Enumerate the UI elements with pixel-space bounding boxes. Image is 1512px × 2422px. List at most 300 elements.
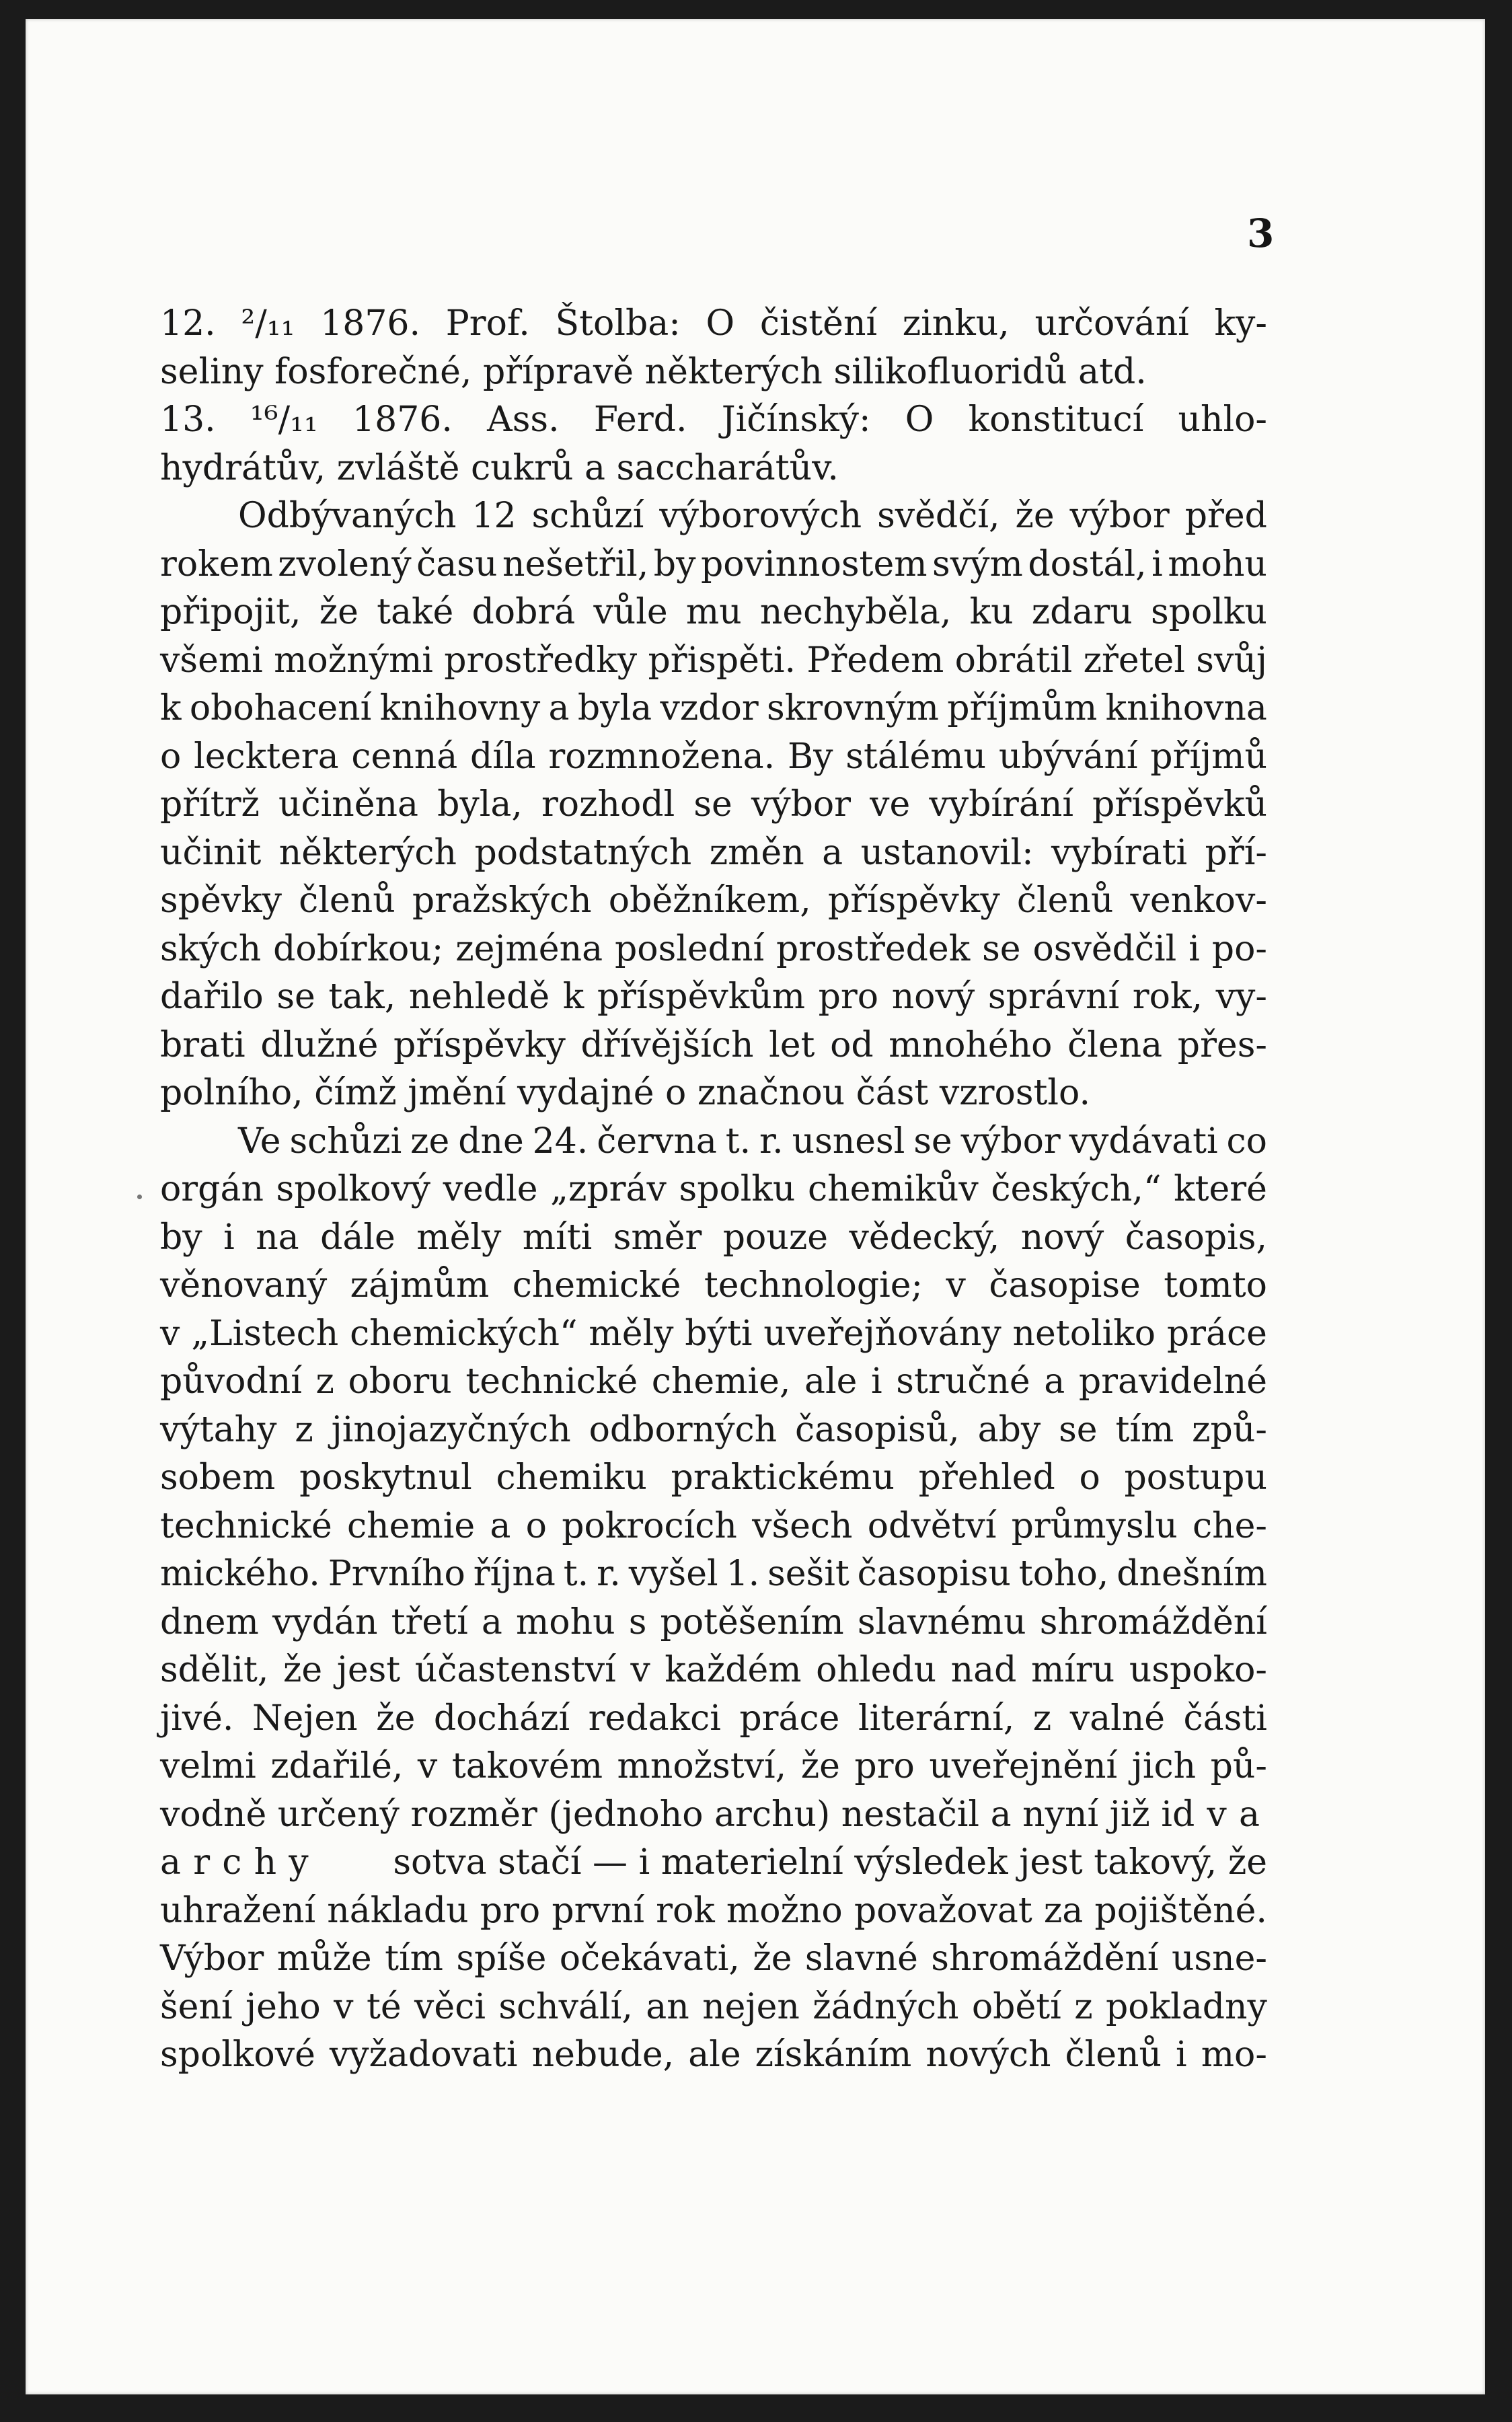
word: usne- [1171, 1938, 1267, 1979]
word: přehled [918, 1458, 1055, 1498]
word: se [1059, 1409, 1098, 1450]
word: býti [685, 1313, 753, 1354]
word: v [417, 1746, 438, 1786]
word: By [787, 736, 833, 777]
word: dlužné [260, 1024, 379, 1065]
word: nehledě [408, 977, 550, 1017]
word: knihovna [1105, 688, 1267, 728]
word: mohu [515, 1601, 615, 1642]
word: oběžníkem, [608, 880, 811, 921]
word: o [160, 736, 182, 777]
emphasis-spaced: dva [1172, 1794, 1273, 1835]
word: českých,“ [991, 1169, 1162, 1209]
paragraph-2-line [160, 1454, 1267, 1503]
word: zvolený [278, 543, 412, 584]
paragraph-2-line [160, 1118, 1267, 1166]
paragraph-2-line [160, 1262, 1267, 1310]
paragraph-1-line [160, 1022, 1267, 1070]
word: nešetřil, [502, 543, 649, 584]
word: toho, [1018, 1554, 1109, 1594]
word: obětí [971, 1986, 1061, 2027]
word: let [769, 1024, 815, 1065]
word: přítrž [160, 784, 260, 825]
word: června [597, 1121, 717, 1162]
word: ²/₁₁ [241, 303, 295, 344]
word: měly [589, 1313, 674, 1354]
word: slavnému [857, 1601, 1026, 1642]
word: změn [709, 832, 804, 873]
word: Výbor [160, 1938, 264, 1979]
word: vyžadovati [329, 2035, 518, 2075]
word: svědčí, [877, 496, 1000, 536]
paragraph-2-line [160, 1935, 1267, 1983]
word: členů [1065, 2035, 1162, 2075]
word: se [913, 1121, 952, 1162]
word: se [276, 977, 315, 1017]
word: rozhodl [541, 784, 675, 825]
word: ze [410, 1121, 450, 1162]
word: chemie [347, 1505, 476, 1546]
word: výbor [751, 784, 852, 825]
word: zdařilé, [270, 1746, 404, 1786]
word: zinku, [902, 303, 1010, 344]
word: an [646, 1986, 689, 2027]
word: vydávati [1069, 1121, 1218, 1162]
word: nový [891, 977, 975, 1017]
word: každém [665, 1650, 802, 1690]
word: stálému [845, 736, 987, 777]
word: že [282, 1650, 323, 1690]
word: vy- [1215, 977, 1267, 1017]
word: takovém [451, 1746, 603, 1786]
paragraph-2-line [160, 1406, 1267, 1455]
word: chemické [512, 1265, 681, 1305]
word: na [256, 1217, 299, 1258]
word: odborných [589, 1409, 778, 1450]
word: svým [932, 543, 1023, 584]
word: dne [458, 1121, 524, 1162]
word: aby [977, 1409, 1041, 1450]
word: výborových [659, 496, 862, 536]
paragraph-2-line [160, 1647, 1267, 1695]
paragraph-2-line [160, 1166, 1267, 1214]
word: považovat [854, 1890, 1032, 1931]
word: zdaru [1031, 592, 1133, 632]
word: spěvky [160, 880, 282, 921]
word: shromáždění [1039, 1601, 1267, 1642]
word: za [1043, 1890, 1084, 1931]
word: nejen [702, 1986, 800, 2027]
word: že [800, 1746, 840, 1786]
word: schůzi [289, 1121, 402, 1162]
word: schůzí [531, 496, 644, 536]
word: ky- [1214, 303, 1267, 344]
word: Štolba: [555, 303, 681, 344]
word: byla [577, 688, 652, 728]
word: r. [759, 1121, 784, 1162]
word: velmi [160, 1746, 256, 1786]
word: rokem [160, 543, 273, 584]
paragraph-1-line [160, 492, 1267, 541]
word: technologie; [704, 1265, 923, 1305]
word: z [315, 1361, 334, 1402]
word: příspěvky [393, 1024, 566, 1065]
word: technické [465, 1361, 638, 1402]
word: rozmnožena. [548, 736, 776, 777]
word: postupu [1124, 1458, 1267, 1498]
word: i [1151, 543, 1163, 584]
word: mického. [160, 1554, 320, 1594]
word: ale [804, 1361, 858, 1402]
minutes-line: hydrátův, zvláště cukrů a saccharátův. [160, 447, 839, 488]
word: pří- [1205, 832, 1267, 873]
paragraph-2-line [160, 1695, 1267, 1743]
word: podstatných [474, 832, 692, 873]
word: „Listech [191, 1313, 339, 1354]
paragraph-1-line [160, 733, 1267, 782]
word: spíše [456, 1938, 547, 1979]
emphasis-spaced: archy [160, 1842, 321, 1883]
word: části [1183, 1698, 1267, 1739]
word: rok [656, 1890, 715, 1931]
word: zejména [455, 928, 603, 969]
word: usnesl [792, 1121, 905, 1162]
word: nechyběla, [759, 592, 952, 632]
word: vydán [272, 1601, 378, 1642]
word: spolkové [160, 2035, 315, 2075]
word: příspěvkům [597, 977, 806, 1017]
word: nad [950, 1650, 1017, 1690]
word: od [830, 1024, 874, 1065]
word: jeho [245, 1986, 321, 2027]
word: i [871, 1361, 882, 1402]
word: že [376, 1698, 416, 1739]
word: výbor [1069, 496, 1170, 536]
word: v [334, 1986, 354, 2027]
page-speck [137, 1195, 142, 1199]
word: že [319, 592, 358, 632]
word: brati [160, 1024, 245, 1065]
paragraph-1-line [160, 925, 1267, 974]
word: spolkový [276, 1169, 431, 1209]
word: jinojazyčných [331, 1409, 571, 1450]
minutes-line [160, 396, 1267, 445]
word: dařilo [160, 977, 264, 1017]
word: svůj [1196, 640, 1267, 681]
word: a [481, 1601, 502, 1642]
word: dnem [160, 1601, 259, 1642]
word: prostředek [776, 928, 971, 969]
word: pokladny [1106, 1986, 1267, 2027]
word: v [946, 1265, 966, 1305]
word: poslední [614, 928, 765, 969]
word: pro [854, 1746, 915, 1786]
paragraph-1-line [160, 973, 1267, 1022]
word: z [295, 1409, 313, 1450]
word: dobírkou; [273, 928, 444, 969]
word: byla, [437, 784, 523, 825]
word: nebude, [531, 2035, 675, 2075]
paragraph-2-line [160, 1550, 1267, 1599]
word: vědecký, [849, 1217, 1000, 1258]
word: výtahy [160, 1409, 277, 1450]
word: 12. [160, 303, 216, 344]
word: časopisu [857, 1554, 1011, 1594]
word: mohu [1168, 543, 1267, 584]
word: O [706, 303, 735, 344]
paragraph-1-line: polního, čímž jmění vydajné o značnou část vzrostlo. [160, 1073, 1090, 1113]
word: práce [1166, 1313, 1267, 1354]
word: spolku [679, 1169, 796, 1209]
word: cenná [351, 736, 458, 777]
word: konstitucí [968, 400, 1144, 440]
word: by [653, 543, 696, 584]
word: i [1188, 928, 1200, 969]
word: poskytnul [299, 1458, 472, 1498]
word: vůle [593, 592, 668, 632]
word: všech [752, 1505, 853, 1546]
word: Jičínský: [721, 400, 871, 440]
word: časopise [989, 1265, 1141, 1305]
word: uveřejnění [929, 1746, 1118, 1786]
word: literární, [858, 1698, 1015, 1739]
word: nový [1020, 1217, 1104, 1258]
paragraph-1-line [160, 877, 1267, 925]
paragraph-2-line [160, 1743, 1267, 1791]
word: tím [1115, 1409, 1174, 1450]
word: shromáždění [931, 1938, 1159, 1979]
word: rok, [1132, 977, 1203, 1017]
word: očekávati, [559, 1938, 740, 1979]
word: správní [987, 977, 1120, 1017]
word: dále [320, 1217, 395, 1258]
word: uveřejňovány [763, 1313, 1001, 1354]
word: prostředky [444, 640, 638, 681]
word: věnovaný [160, 1265, 328, 1305]
word: původní [160, 1361, 302, 1402]
word: Prvního [328, 1554, 465, 1594]
paragraph-2-line: archy sotva stačí — i materielní výsledek jest takový, že [160, 1839, 1267, 1887]
word: redakci [588, 1698, 721, 1739]
word: o [525, 1505, 547, 1546]
word: potěšením [660, 1601, 844, 1642]
paragraph-1-line [160, 781, 1267, 829]
word: pouze [722, 1217, 829, 1258]
word: Ferd. [593, 400, 687, 440]
word: časopis, [1125, 1217, 1267, 1258]
word: povinnostem [700, 543, 928, 584]
word: v [630, 1650, 650, 1690]
word: jich [1131, 1746, 1197, 1786]
word: a [490, 1505, 511, 1546]
word: netoliko [1012, 1313, 1156, 1354]
word: pů- [1210, 1746, 1267, 1786]
word: uhlo- [1178, 400, 1267, 440]
paragraph-2-line [160, 1358, 1267, 1406]
word: vedle [443, 1169, 538, 1209]
word: pražských [412, 880, 592, 921]
word: chemikův [808, 1169, 979, 1209]
word: „zpráv [550, 1169, 667, 1209]
paragraph-1-line [160, 637, 1267, 685]
word: žádných [812, 1986, 959, 2027]
word: určování [1034, 303, 1189, 344]
word: Ass. [487, 400, 560, 440]
word: jivé. [160, 1698, 234, 1739]
word: sešit [767, 1554, 849, 1594]
word: orgán [160, 1169, 264, 1209]
word: praktickému [671, 1458, 895, 1498]
word: přispěti. [648, 640, 796, 681]
word: věci [414, 1986, 486, 2027]
word: sobem [160, 1458, 276, 1498]
word: účastenství [414, 1650, 616, 1690]
word: 13. [160, 400, 216, 440]
word: připojit, [160, 592, 301, 632]
word: uhražení [160, 1890, 316, 1931]
paragraph-2-line [160, 1599, 1267, 1647]
word: uspoko- [1129, 1650, 1267, 1690]
word: způ- [1192, 1409, 1267, 1450]
word: Prof. [445, 303, 530, 344]
paragraph-2-line [160, 2031, 1267, 2080]
word: třetí [391, 1601, 468, 1642]
word: příjmům [947, 688, 1098, 728]
word: chemických“ [350, 1313, 578, 1354]
word: pravidelné [1078, 1361, 1267, 1402]
word: o [1079, 1458, 1100, 1498]
word: k [160, 688, 182, 728]
word: mnohého [889, 1024, 1053, 1065]
word: šení [160, 1986, 233, 2027]
word: příspěvky [827, 880, 1000, 921]
word: Ve [238, 1121, 281, 1162]
word: valné [1069, 1698, 1166, 1739]
word: ských [160, 928, 262, 969]
word: vzdor [660, 688, 759, 728]
word: dřívějších [580, 1024, 754, 1065]
word: mo- [1201, 2035, 1267, 2075]
word: že [753, 1938, 792, 1979]
word: tomto [1164, 1265, 1267, 1305]
paragraph-1-line [160, 541, 1267, 589]
word: čistění [759, 303, 878, 344]
word: sdělit, [160, 1650, 269, 1690]
word: také [377, 592, 454, 632]
word: stručné [896, 1361, 1030, 1402]
word: nákladu [327, 1890, 469, 1931]
paragraph-1-line [160, 829, 1267, 878]
word: se [693, 784, 732, 825]
word: té [366, 1986, 402, 2027]
word: chemiku [496, 1458, 647, 1498]
word: spolku [1150, 592, 1267, 632]
word: 12 [471, 496, 517, 536]
word: 1. [726, 1554, 760, 1594]
word: práce [739, 1698, 840, 1739]
word: dnešním [1117, 1554, 1267, 1594]
word: a [822, 832, 843, 873]
word: a [548, 688, 570, 728]
word: oboru [348, 1361, 452, 1402]
word: množství, [617, 1746, 787, 1786]
word: času [416, 543, 498, 584]
word: měly [416, 1217, 502, 1258]
word: schválí, [498, 1986, 633, 2027]
word: i [223, 1217, 235, 1258]
word: členů [299, 880, 395, 921]
page-number: 3 [1247, 211, 1275, 256]
word: příspěvků [1092, 784, 1267, 825]
word: směr [613, 1217, 702, 1258]
paragraph-1-line [160, 589, 1267, 637]
paragraph-1-line [160, 685, 1267, 733]
paragraph-2-line [160, 1310, 1267, 1359]
word: míru [1030, 1650, 1115, 1690]
word: O [905, 400, 934, 440]
word: možnými [274, 640, 433, 681]
word: dochází [433, 1698, 570, 1739]
word: 24. [532, 1121, 589, 1162]
word: tím [385, 1938, 443, 1979]
paragraph-2-line [160, 1214, 1267, 1262]
word: příjmů [1150, 736, 1267, 777]
word: možno [726, 1890, 843, 1931]
word: zájmům [350, 1265, 490, 1305]
word: člena [1067, 1024, 1163, 1065]
word: technické [160, 1505, 332, 1546]
word: s [628, 1601, 647, 1642]
word: v [160, 1313, 180, 1354]
word: by [160, 1217, 202, 1258]
word: vyšel [628, 1554, 718, 1594]
word: mu [685, 592, 742, 632]
word: i [1176, 2035, 1187, 2075]
word: jest [336, 1650, 401, 1690]
word: před [1184, 496, 1267, 536]
paragraph-2-line [160, 1503, 1267, 1551]
word: učiněna [278, 784, 418, 825]
word: r. [597, 1554, 621, 1594]
word: chemie, [651, 1361, 791, 1402]
word: ve [870, 784, 911, 825]
word: 1876. [320, 303, 421, 344]
word: které [1174, 1169, 1267, 1209]
word: z [1074, 1986, 1093, 2027]
word: lecktera [194, 736, 339, 777]
word: některých [278, 832, 457, 873]
word: dostál, [1028, 543, 1147, 584]
word: tak, [328, 977, 396, 1017]
word: a [1044, 1361, 1065, 1402]
word: ¹⁶/₁₁ [250, 400, 318, 440]
word: míti [522, 1217, 593, 1258]
word: členů [1016, 880, 1114, 921]
page-text [160, 300, 1273, 2080]
word: že [1015, 496, 1055, 536]
word: časopisů, [794, 1409, 960, 1450]
word: slavné [804, 1938, 918, 1979]
word: po- [1211, 928, 1267, 969]
word: ku [969, 592, 1014, 632]
word: Předem [806, 640, 944, 681]
word: Odbývaných [238, 496, 457, 536]
word: října [473, 1554, 556, 1594]
word: získáním [755, 2035, 912, 2075]
paragraph-2-line: vodně určený rozměr (jednoho archu) nestačil a nyní již i dva [160, 1791, 1267, 1840]
word: venkov- [1130, 880, 1267, 921]
book-page [26, 19, 1485, 2394]
